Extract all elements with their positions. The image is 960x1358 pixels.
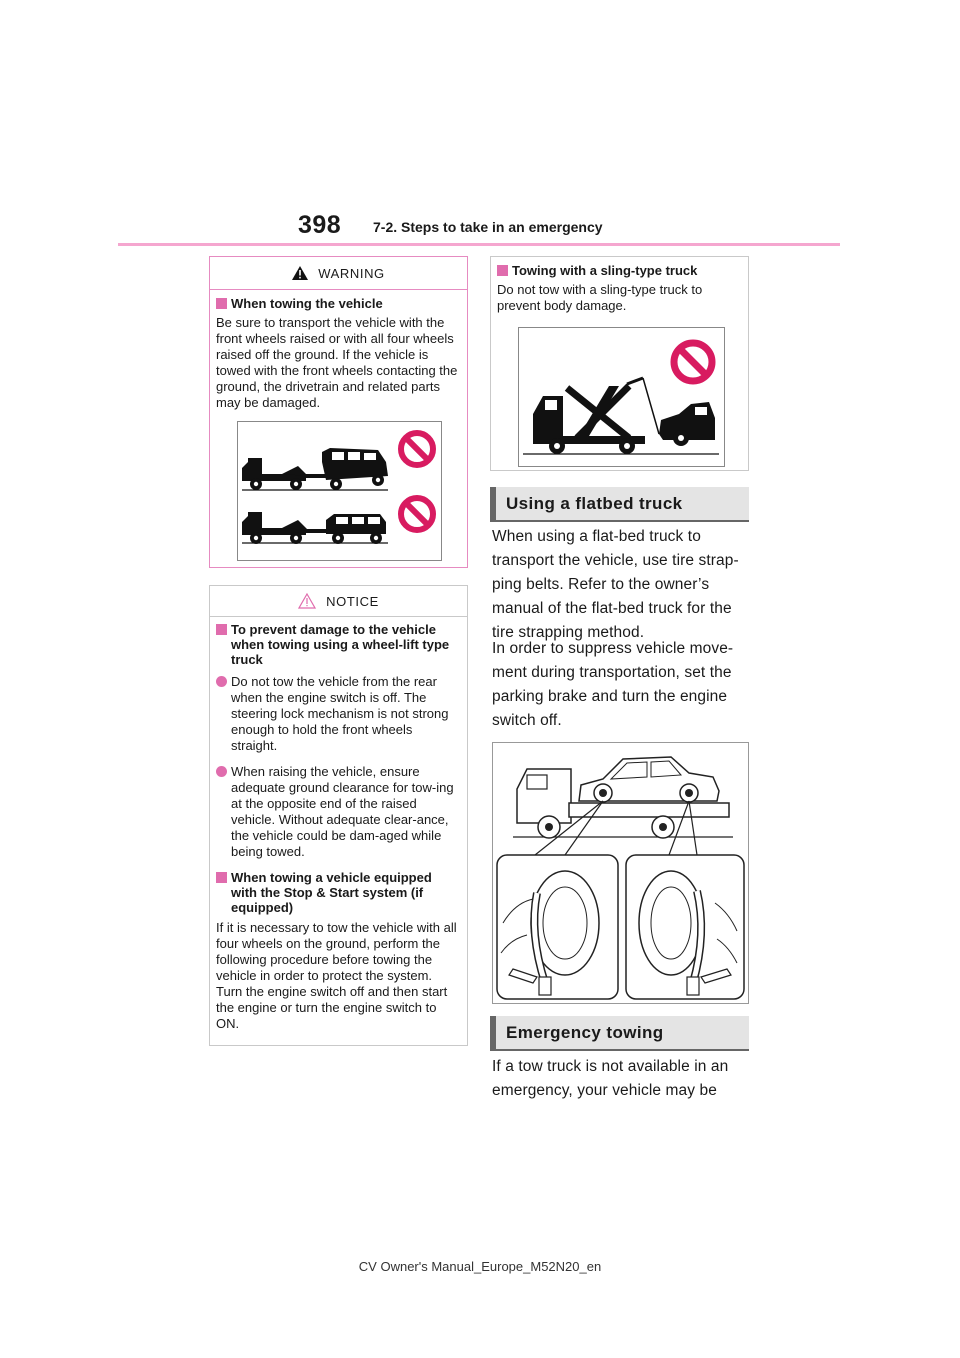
section-title: 7-2. Steps to take in an emergency (373, 219, 603, 235)
page-number: 398 (298, 211, 342, 239)
square-bullet-icon (216, 298, 227, 309)
emergency-towing-heading: Emergency towing (490, 1016, 749, 1051)
flatbed-figure (492, 742, 749, 1004)
warning-text: Be sure to transport the vehicle with the front wheels raised or with all four wheels raised off the ground. If the vehicle is towed with the front wheels contacting the ground, the drivetrain and related parts may be damaged. (216, 315, 458, 410)
notice-bullet-2: When raising the vehicle, ensure adequate ground clearance for tow-ing at the opposite end of the raised vehicle. Without adequate clear-ance, the vehicle could be dam-aged while being towed. (216, 764, 461, 860)
warning-triangle-icon (292, 266, 308, 280)
sling-truck-illustration (519, 328, 724, 466)
sling-subheading: Towing with a sling-type truck (497, 263, 742, 278)
sling-text: Do not tow with a sling-type truck to prevent body damage. (497, 282, 703, 313)
caution-triangle-icon (298, 593, 316, 609)
sling-truck-box (490, 256, 749, 471)
emergency-towing-paragraph: If a tow truck is not available in an emergency, your vehicle may be (492, 1058, 729, 1099)
flatbed-paragraph-2: In order to suppress vehicle move-ment during transportation, set the parking brake and turn the engine switch off. (492, 640, 734, 729)
square-bullet-icon (216, 624, 227, 635)
dot-bullet-icon (216, 676, 227, 687)
notice-title: NOTICE (326, 593, 379, 609)
flatbed-paragraph-1: When using a flat-bed truck to transport the vehicle, use tire strap-ping belts. Refer to the owner’s manual of the flat-bed truck for the tire strapping method. (492, 528, 739, 641)
notice-box (209, 585, 468, 1046)
towing-prohibited-figure (237, 421, 442, 561)
flatbed-heading: Using a flatbed truck (490, 487, 749, 522)
notice-bullet-1: Do not tow the vehicle from the rear when the engine switch is off. The steering lock mechanism is not strong enough to hold the front wheels straight. (216, 674, 461, 754)
warning-subheading: When towing the vehicle (216, 296, 461, 311)
warning-box (209, 256, 468, 568)
footer-manual-id: CV Owner's Manual_Europe_M52N20_en (358, 1259, 602, 1274)
notice-subheading-wheel-lift: To prevent damage to the vehicle when towing using a wheel-lift type truck (216, 622, 461, 667)
square-bullet-icon (216, 872, 227, 883)
notice-subheading-stop-start: When towing a vehicle equipped with the Stop & Start system (if equipped) (216, 870, 461, 915)
dot-bullet-icon (216, 766, 227, 777)
tow-truck-illustration (238, 422, 441, 560)
square-bullet-icon (497, 265, 508, 276)
warning-header (210, 257, 467, 290)
warning-title: WARNING (318, 265, 385, 281)
flatbed-strapping-illustration (493, 743, 748, 1003)
notice-header (210, 586, 467, 617)
header-rule (118, 243, 840, 246)
sling-truck-figure (518, 327, 725, 467)
notice-text-stop-start: If it is necessary to tow the vehicle with all four wheels on the ground, perform the following procedure before towing the vehicle in order to protect the system. Turn the engine switch off and then start the engine or turn the engine switch to ON. (216, 920, 457, 1031)
